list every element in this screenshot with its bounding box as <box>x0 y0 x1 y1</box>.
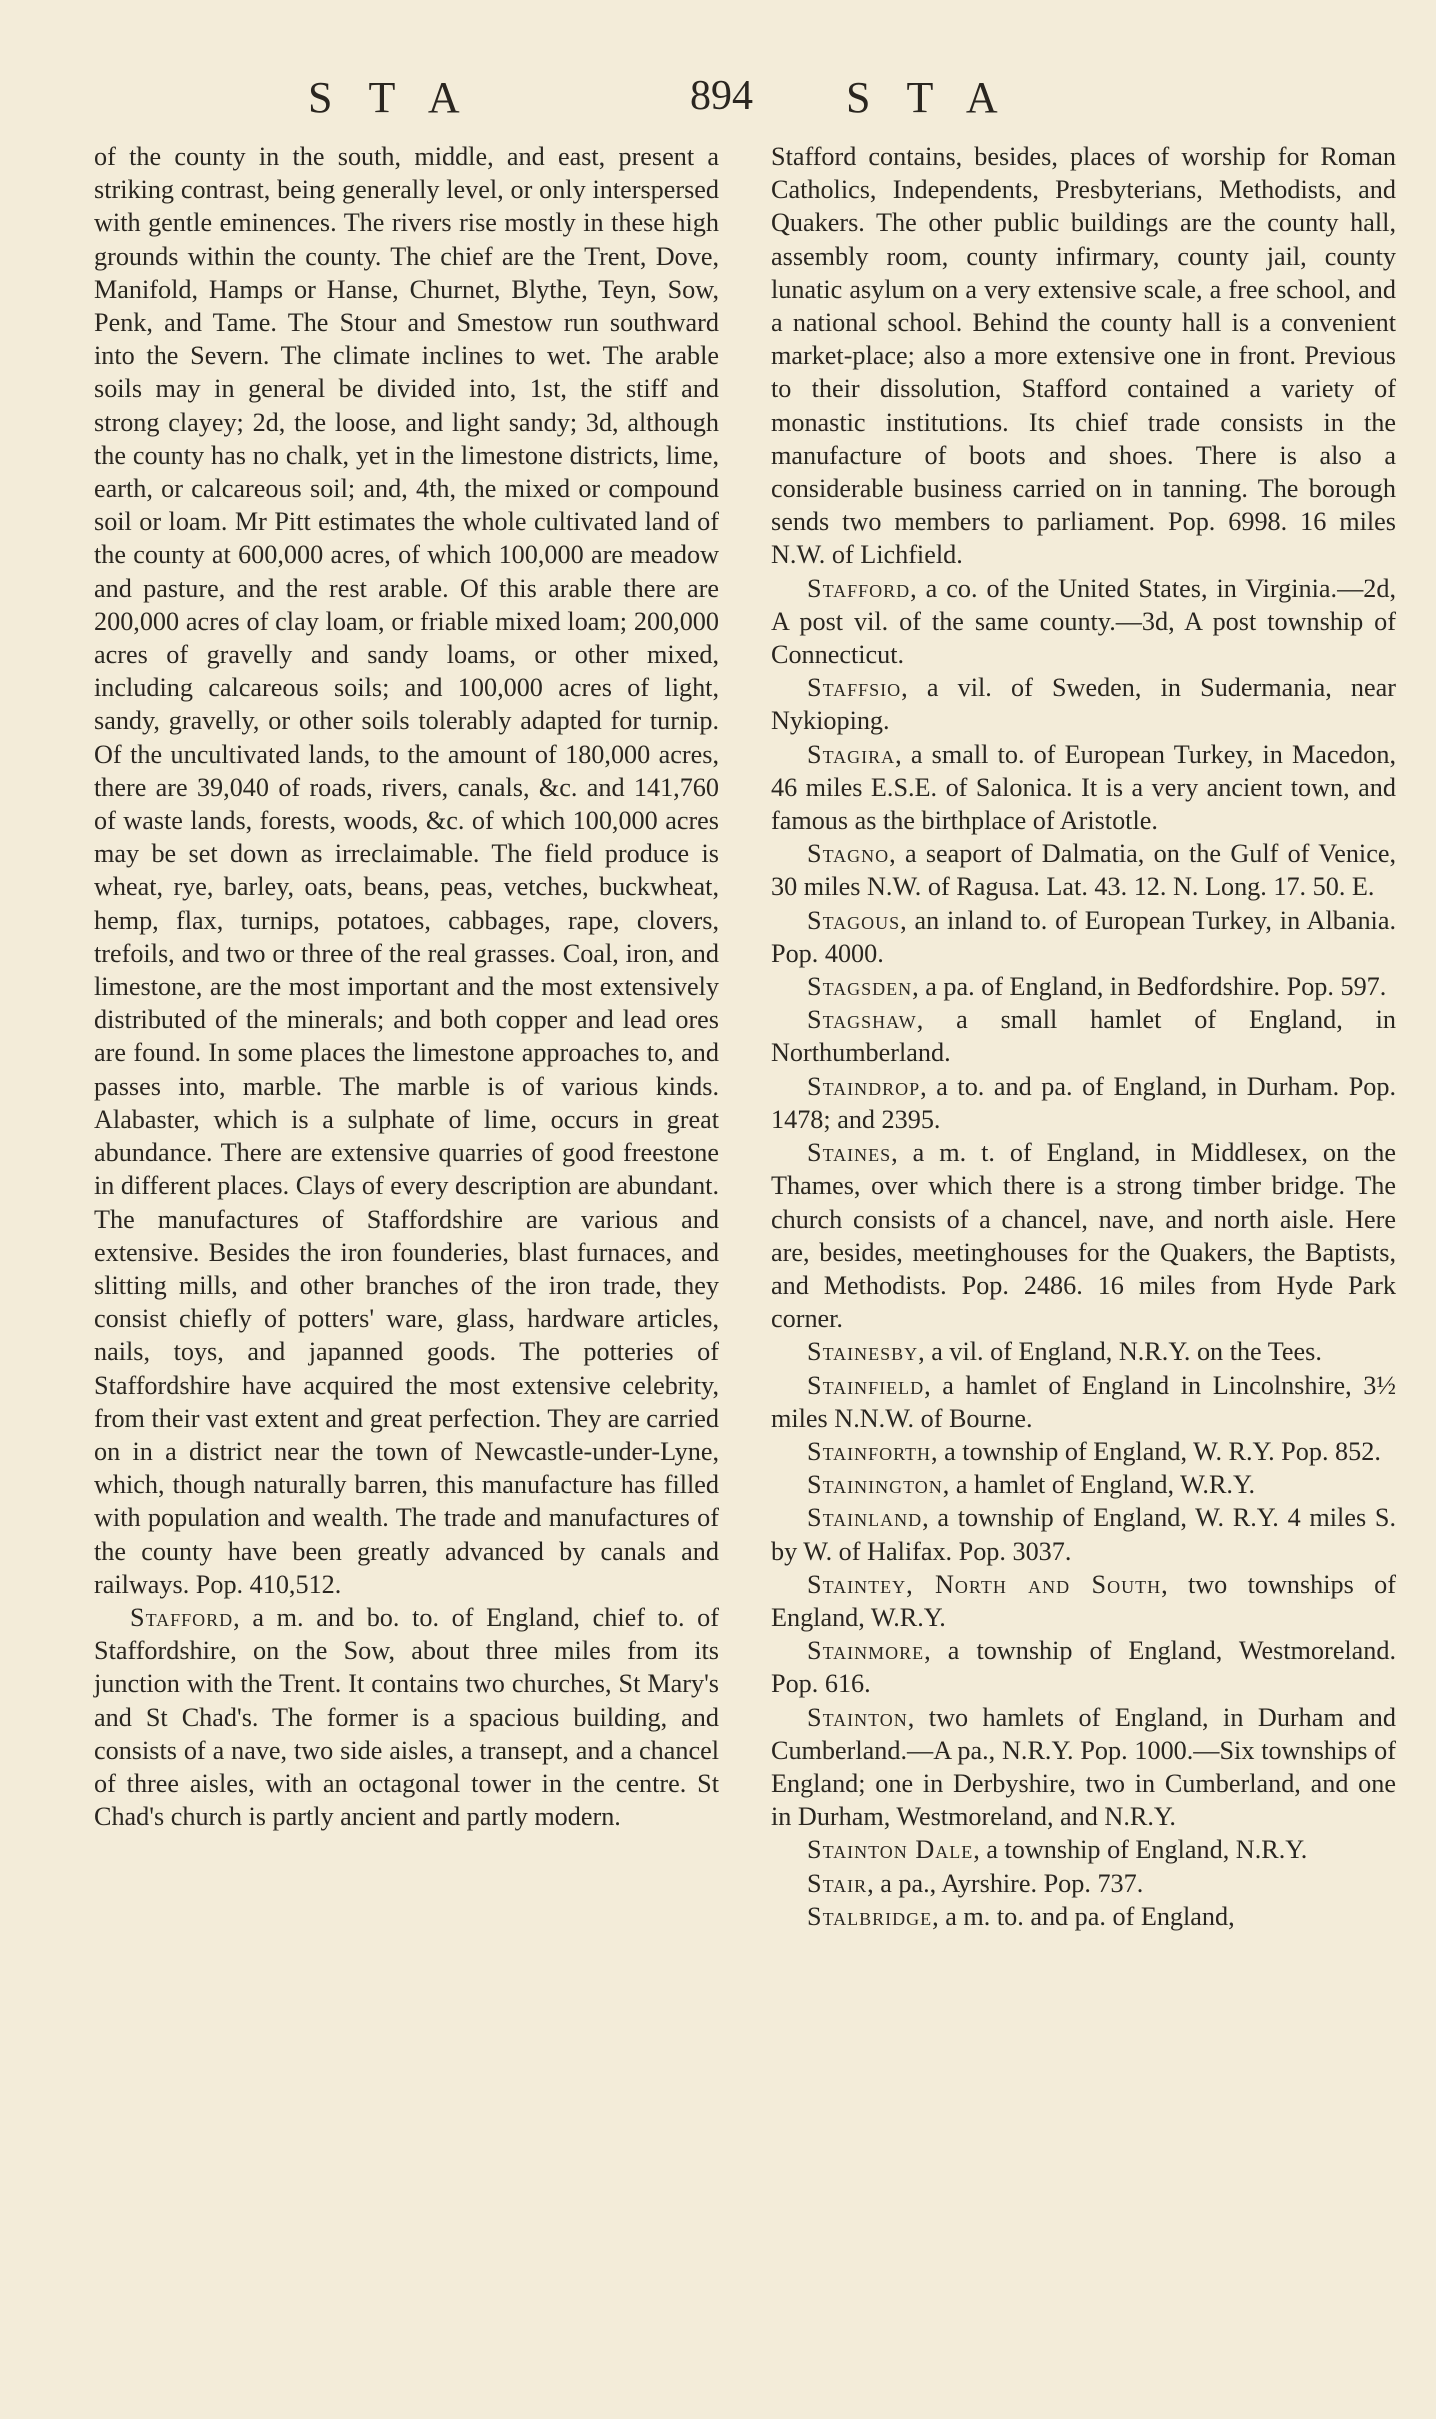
entry-text: , a small hamlet of England, in Northumberland. <box>771 1005 1396 1068</box>
entry-term: Stainland <box>807 1503 923 1533</box>
entry-text: , a vil. of Sweden, in Sudermania, near Nykioping. <box>771 673 1396 736</box>
gazetteer-entry <box>771 1501 1396 1567</box>
gazetteer-entry <box>771 1701 1396 1834</box>
entry-term: Stagsden <box>807 972 913 1002</box>
entry-text: , a m. t. of England, in Middlesex, on the Thames, over which there is a strong timber bridge. The church consists of a chancel, nave, and north aisle. Here are, besides, meetinghouses for the Quakers, the Baptists, and Methodists. Pop. 2486. 16 miles from Hyde Park corner. <box>771 1138 1396 1334</box>
entry-text: , two townships of England, W.R.Y. <box>771 1569 1396 1632</box>
entry-term: Stagira <box>807 739 896 769</box>
gazetteer-entry <box>771 904 1396 970</box>
entry-text: , a seaport of Dalmatia, on the Gulf of Venice, 30 miles N.W. of Ragusa. Lat. 43. 12. N. Long. 17. 50. E. <box>771 839 1396 902</box>
gazetteer-entry <box>771 1568 1396 1634</box>
gazetteer-entry <box>771 738 1396 838</box>
entry-term: Stainforth <box>807 1436 932 1466</box>
entry-text: , a pa. of England, in Bedfordshire. Pop. 597. <box>912 972 1387 1002</box>
running-head-right: STA <box>846 73 1034 122</box>
entry-term: Stagno <box>807 839 890 869</box>
entry-term: Staffsio <box>807 673 902 703</box>
gazetteer-entry <box>771 671 1396 737</box>
gazetteer-entry <box>771 1900 1396 1933</box>
entry-term: Stainmore <box>807 1636 925 1666</box>
page-header <box>0 72 1436 132</box>
entry-text: , a small to. of European Turkey, in Macedon, 46 miles E.S.E. of Salonica. It is a very ancient town, and famous as the birthplace of Aristotle. <box>771 739 1396 836</box>
continued-paragraph: Stafford contains, besides, places of worship for Roman Catholics, Independents, Presbyterians, Methodists, and Quakers. The other public buildings are the county hall, assembly room, county infirmary, county jail, county lunatic asylum on a very extensive scale, a free school, and a national school. Behind the county hall is a convenient market-place; also a more extensive one in front. Previous to their dissolution, Stafford contained a variety of monastic institutions. Its chief trade consists in the manufacture of boots and shoes. There is also a considerable business carried on in tanning. The borough sends two members to parliament. Pop. 6998. 16 miles N.W. of Lichfield. <box>771 142 1396 570</box>
gazetteer-entry <box>771 1003 1396 1069</box>
entry-term: Stainfield <box>807 1370 925 1400</box>
entry-term: Staindrop <box>807 1071 921 1101</box>
entry-text: , a m. to. and pa. of England, <box>932 1901 1235 1931</box>
entry-term: Staines <box>807 1138 892 1168</box>
page-number: 894 <box>690 73 753 119</box>
entry-text: , two hamlets of England, in Durham and Cumberland.—A pa., N.R.Y. Pop. 1000.—Six townships of England; one in Derbyshire, two in Cumberland, and one in Durham, Westmoreland, and N.R.Y. <box>771 1702 1396 1832</box>
gazetteer-entry <box>771 1070 1396 1136</box>
gazetteer-entry <box>771 837 1396 903</box>
entry-text: , a hamlet of England, W.R.Y. <box>942 1470 1256 1500</box>
right-column <box>771 140 1396 1933</box>
entry-term: Stainton <box>807 1702 908 1732</box>
gazetteer-entry <box>771 572 1396 672</box>
entry-term: Stalbridge <box>807 1901 933 1931</box>
gazetteer-entry <box>771 1136 1396 1335</box>
left-column <box>94 140 719 1833</box>
entry-term: Staintey, North and South <box>807 1569 1162 1599</box>
gazetteer-entry <box>771 1867 1396 1900</box>
gazetteer-entry <box>771 970 1396 1003</box>
entry-text: , a township of England, N.R.Y. <box>973 1835 1308 1865</box>
entry-term: Stainton Dale <box>807 1835 974 1865</box>
entry-term: Stafford <box>130 1602 234 1632</box>
entry-term: Stafford <box>807 573 911 603</box>
continued-paragraph: of the county in the south, middle, and east, present a striking contrast, being generally level, or only interspersed with gentle eminences. The rivers rise mostly in these high grounds within the county. The chief are the Trent, Dove, Manifold, Hamps or Hanse, Churnet, Blythe, Teyn, Sow, Penk, and Tame. The Stour and Smestow run southward into the Severn. The climate inclines to wet. The arable soils may in general be divided into, 1st, the stiff and strong clayey; 2d, the loose, and light sandy; 3d, although the county has no chalk, yet in the limestone districts, lime, earth, or calcareous soil; and, 4th, the mixed or compound soil or loam. Mr Pitt estimates the whole cultivated land of the county at 600,000 acres, of which 100,000 are meadow and pasture, and the rest arable. Of this arable there are 200,000 acres of clay loam, or friable mixed loam; 200,000 acres of gravelly and sandy loams, or other mixed, including calcareous soils; and 100,000 acres of light, sandy, gravelly, or other soils tolerably adapted for turnip. Of the uncultivated lands, to the amount of 180,000 acres, there are 39,040 of roads, rivers, canals, &c. and 141,760 of waste lands, forests, woods, &c. of which 100,000 acres may be set down as irreclaimable. The field produce is wheat, rye, barley, oats, beans, peas, vetches, buckwheat, hemp, flax, turnips, potatoes, cabbages, rape, clovers, trefoils, and two or three of the real grasses. Coal, iron, and limestone, are the most important and the most extensively distributed of the minerals; and both copper and lead ores are found. In some places the limestone approaches to, and passes into, marble. The marble is of various kinds. Alabaster, which is a sulphate of lime, occurs in great abundance. There are extensive quarries of good freestone in different places. Clays of every description are abundant. The manufactures of Staffordshire are various and extensive. Besides the iron founderies, blast furnaces, and slitting mills, and other branches of the iron trade, they consist chiefly of potters' ware, glass, hardware articles, nails, toys, and japanned goods. The potteries of Staffordshire have acquired the most extensive celebrity, from their vast extent and great perfection. They are carried on in a district near the town of Newcastle-under-Lyne, which, though naturally barren, this manufacture has filled with population and wealth. The trade and manufactures of the county have been greatly advanced by canals and railways. Pop. 410,512. <box>94 142 719 1599</box>
entry-text: , a m. and bo. to. of England, chief to. of Staffordshire, on the Sow, about three miles from its junction with the Trent. It contains two churches, St Mary's and St Chad's. The former is a spacious building, and consists of a nave, two side aisles, a transept, and a chancel of three aisles, with an octagonal tower in the centre. St Chad's church is partly ancient and partly modern. <box>94 1602 719 1832</box>
gazetteer-entry <box>771 1634 1396 1700</box>
gazetteer-entry <box>771 1468 1396 1501</box>
entry-text: , a co. of the United States, in Virginia.—2d, A post vil. of the same county.—3d, A post township of Connecticut. <box>771 573 1396 670</box>
gazetteer-entry <box>771 1369 1396 1435</box>
gazetteer-entry <box>771 1335 1396 1368</box>
entry-text: , a hamlet of England in Lincolnshire, 3½ miles N.N.W. of Bourne. <box>771 1370 1396 1433</box>
entry-term: Stagous <box>807 905 901 935</box>
entry-term: Stair <box>807 1868 868 1898</box>
gazetteer-entry <box>94 1601 719 1833</box>
running-head-left: STA <box>308 73 496 122</box>
entry-text: , a to. and pa. of England, in Durham. Pop. 1478; and 2395. <box>771 1071 1396 1134</box>
entry-list <box>771 572 1396 1933</box>
entry-text: , a township of England, Westmoreland. Pop. 616. <box>771 1636 1396 1699</box>
gazetteer-entry <box>771 1435 1396 1468</box>
entry-text: , a township of England, W. R.Y. 4 miles S. by W. of Halifax. Pop. 3037. <box>771 1503 1396 1566</box>
entry-text: , a vil. of England, N.R.Y. on the Tees. <box>918 1337 1322 1367</box>
gazetteer-entry <box>771 1833 1396 1866</box>
entry-text: , a pa., Ayrshire. Pop. 737. <box>867 1868 1144 1898</box>
entry-text: , an inland to. of European Turkey, in Albania. Pop. 4000. <box>771 905 1396 968</box>
entry-text: , a township of England, W. R.Y. Pop. 852. <box>931 1436 1381 1466</box>
entry-term: Stainesby <box>807 1337 919 1367</box>
entry-term: Stainington <box>807 1470 943 1500</box>
entry-term: Stagshaw <box>807 1005 917 1035</box>
